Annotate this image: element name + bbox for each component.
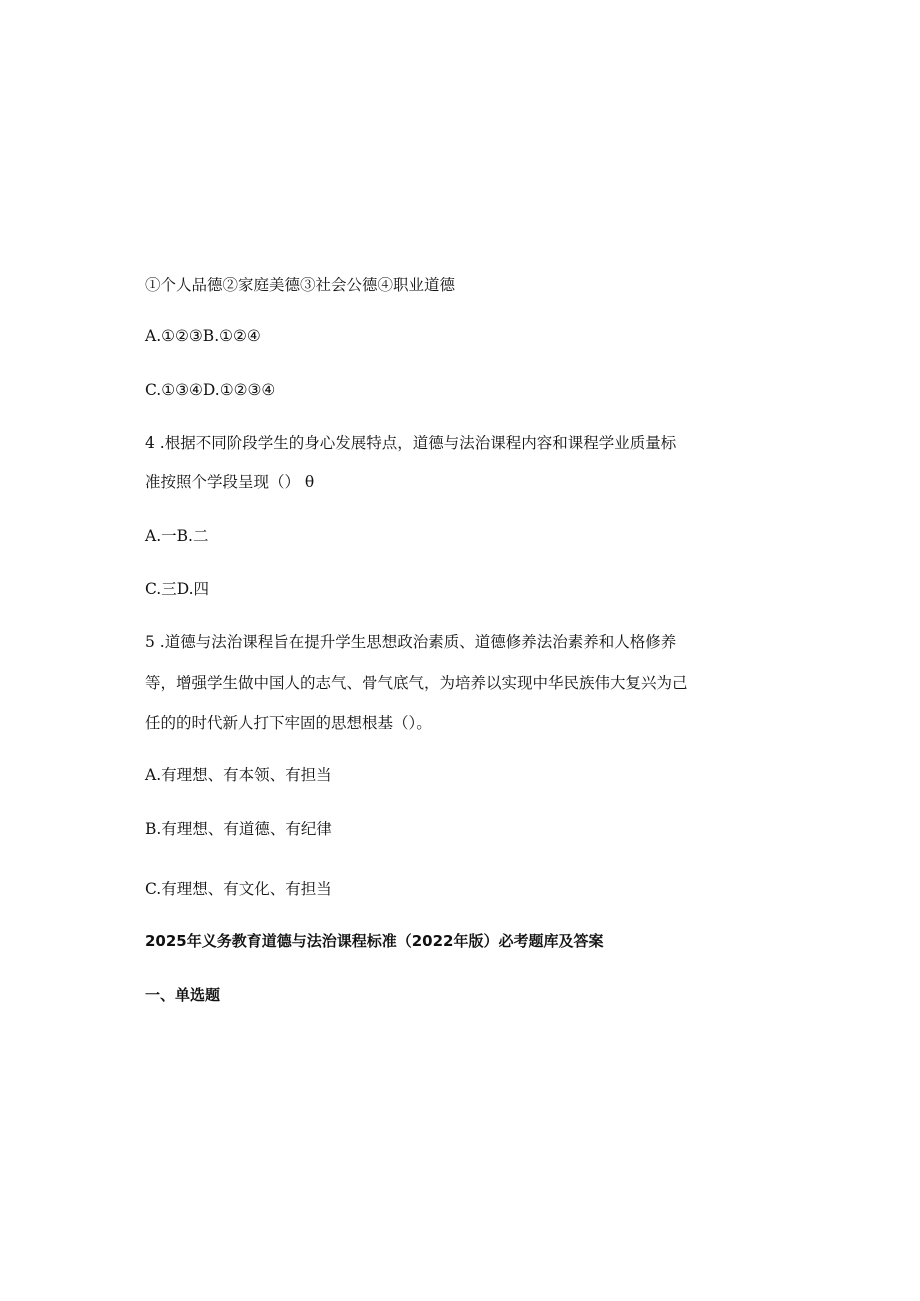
question-5-stem-line-2: 等，增强学生做中国人的志气、骨气底气，为培养以实现中华民族伟大复兴为己 [145, 674, 688, 692]
question-3-options-cd: C.①③④D.①②③④ [145, 381, 276, 399]
question-4-stem-line-2: 准按照个学段呈现（） θ [145, 473, 315, 491]
question-3-options-ab: A.①②③B.①②④ [145, 327, 261, 345]
section-heading: 一、单选题 [145, 986, 221, 1004]
question-4-options-cd: C.三D.四 [145, 580, 210, 598]
question-5-stem-line-3: 任的的时代新人打下牢固的思想根基（）。 [145, 714, 432, 732]
question-4-stem-line-1: 4 .根据不同阶段学生的身心发展特点，道德与法治课程内容和课程学业质量标 [145, 434, 677, 452]
question-3-statements: ①个人品德②家庭美德③社会公德④职业道德 [145, 276, 456, 294]
question-5-option-c: C.有理想、有文化、有担当 [145, 880, 332, 898]
question-5-option-a: A.有理想、有本领、有担当 [145, 766, 332, 784]
document-title: 2025年义务教育道德与法治课程标准（2022年版）必考题库及答案 [145, 932, 604, 950]
question-5-option-b: B.有理想、有道德、有纪律 [145, 820, 332, 838]
question-4-options-ab: A.一B.二 [145, 527, 209, 545]
question-5-stem-line-1: 5 .道德与法治课程旨在提升学生思想政治素质、道德修养法治素养和人格修养 [145, 633, 677, 651]
